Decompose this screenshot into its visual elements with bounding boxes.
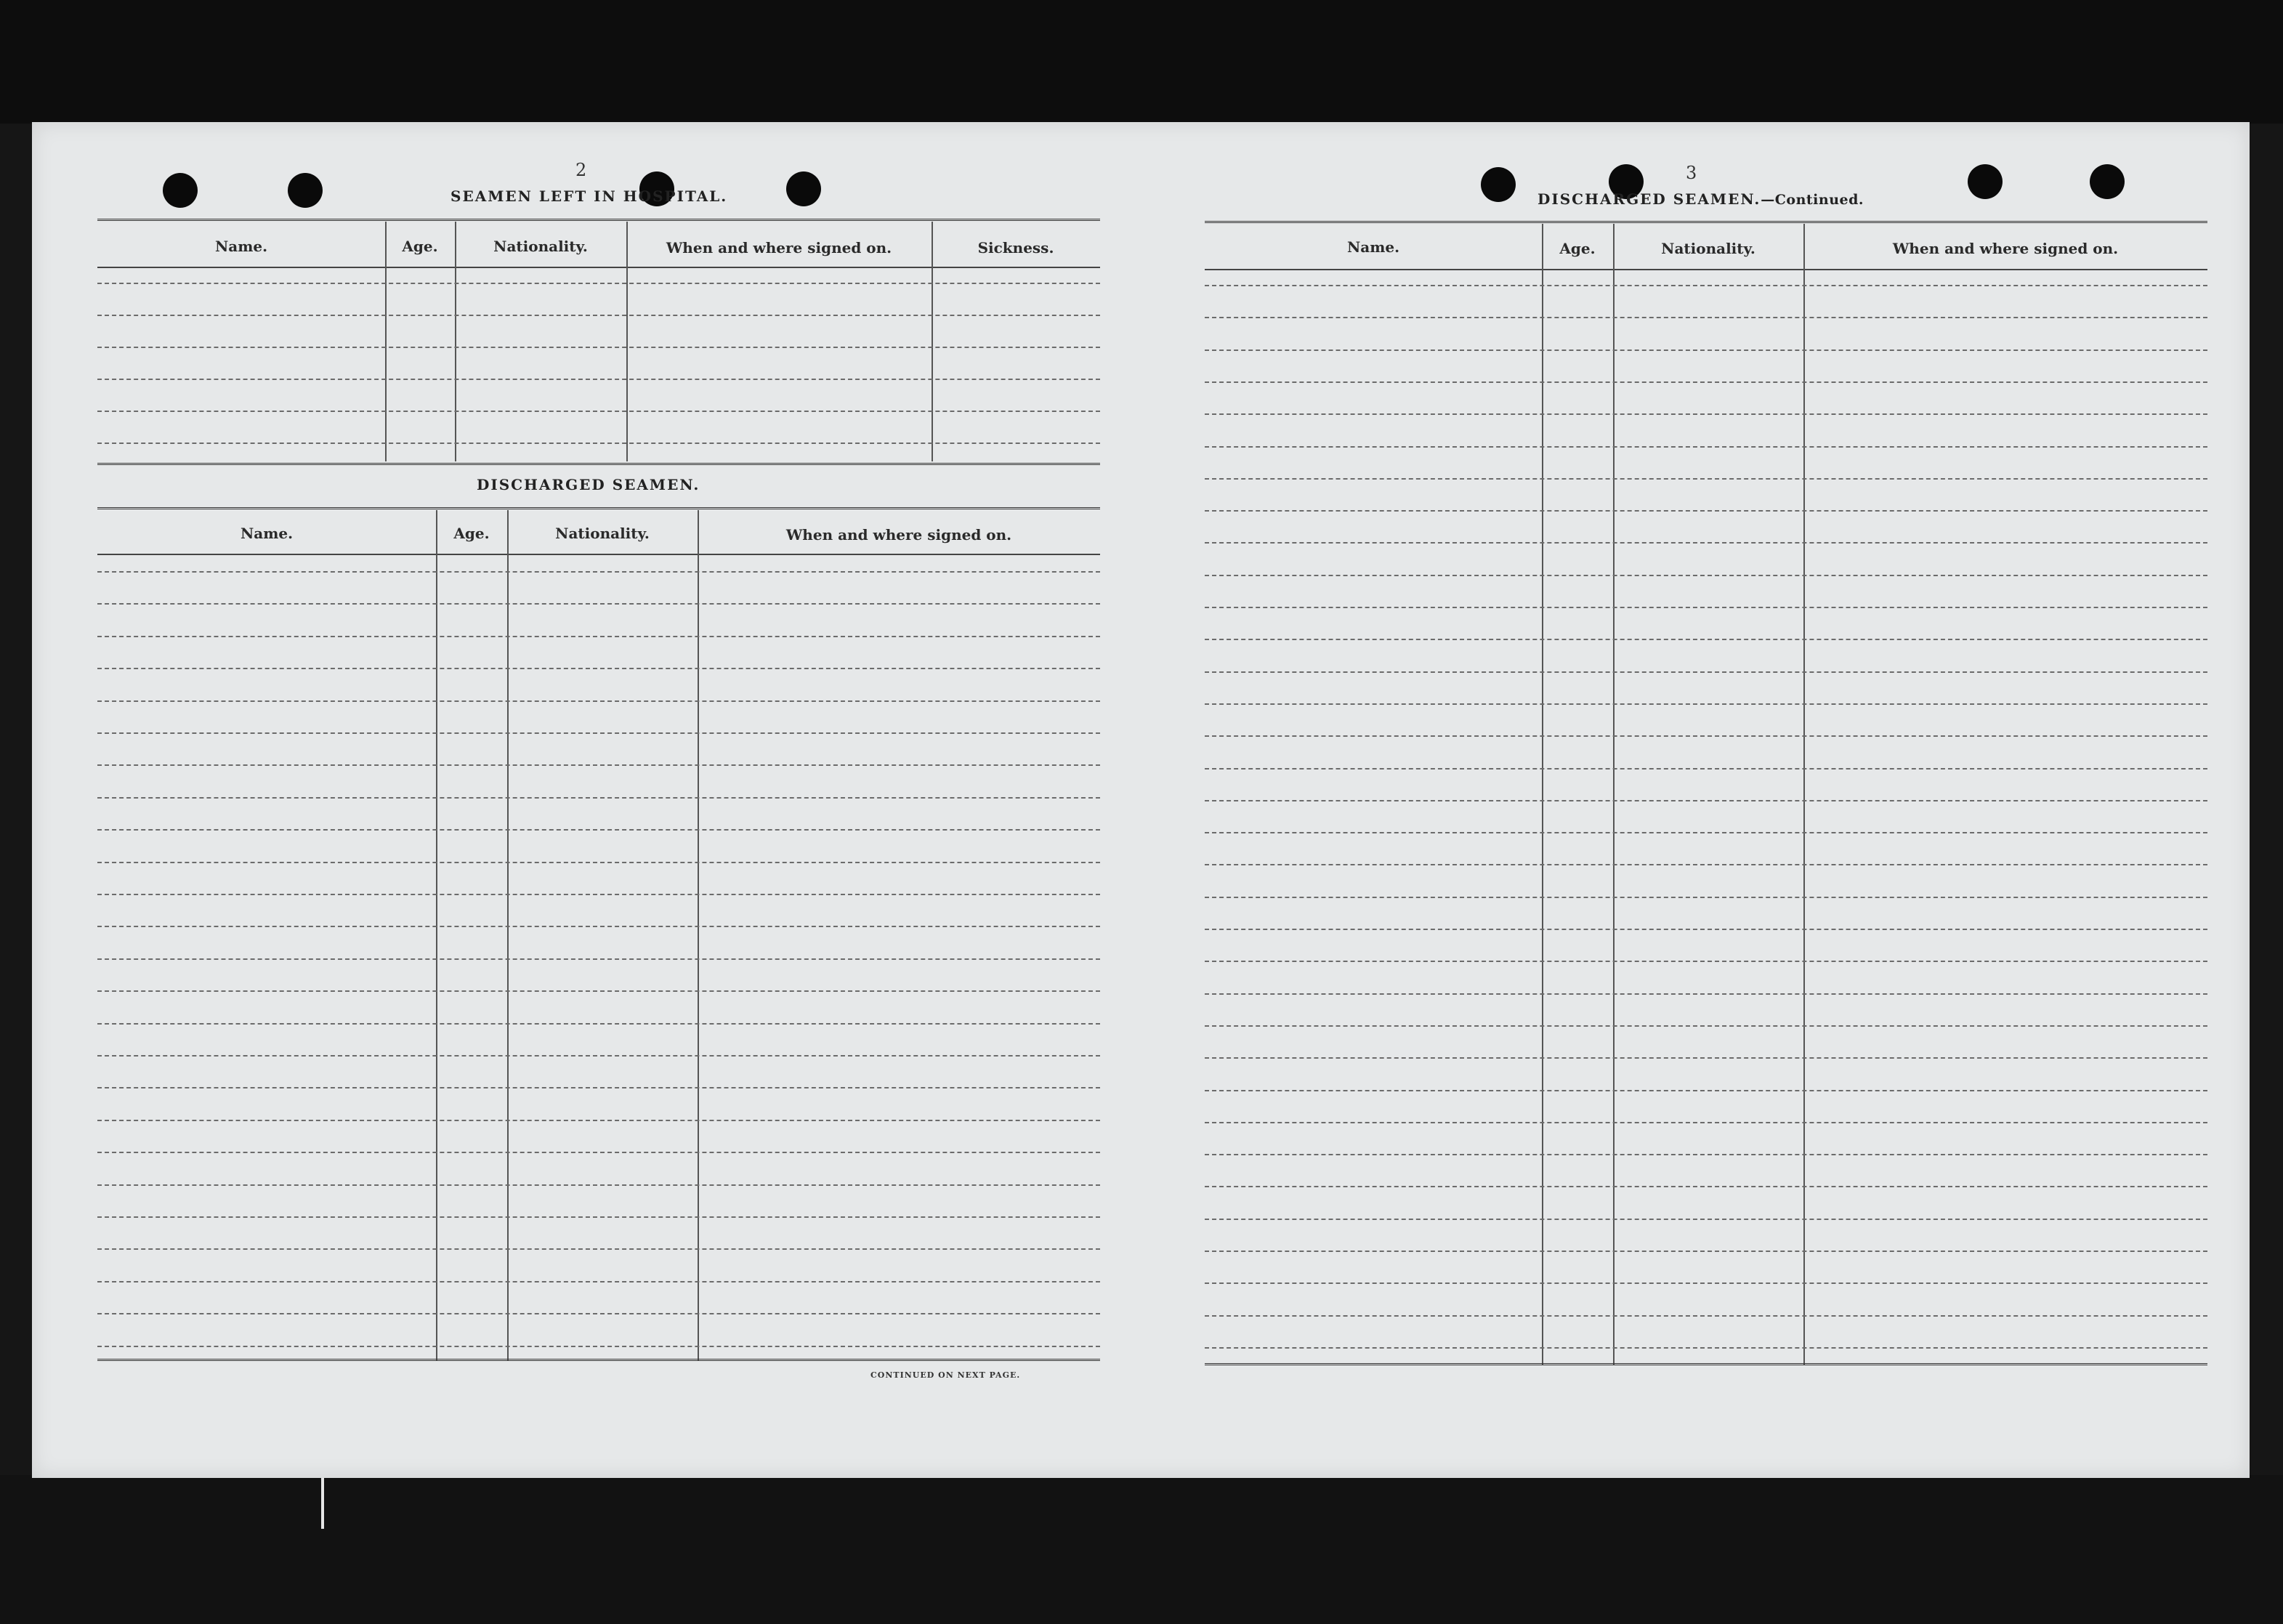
discharged-continued-table bbox=[1205, 221, 2207, 1369]
blank-row-line bbox=[97, 1281, 1100, 1282]
blank-row-line bbox=[97, 315, 1100, 316]
column-header-name: Name. bbox=[240, 525, 294, 542]
table-top-rule bbox=[97, 219, 1100, 224]
blank-row-line bbox=[1205, 446, 2207, 448]
blank-row-line bbox=[97, 283, 1100, 284]
column-header-nationality: Nationality. bbox=[1661, 240, 1755, 257]
header-rule bbox=[1205, 269, 2207, 270]
blank-row-line bbox=[97, 603, 1100, 605]
page-number-right: 3 bbox=[1686, 163, 1697, 183]
blank-row-line bbox=[97, 1023, 1100, 1025]
blank-row-line bbox=[1205, 929, 2207, 930]
punch-hole bbox=[1481, 167, 1516, 202]
blank-row-line bbox=[1205, 993, 2207, 995]
blank-row-line bbox=[97, 958, 1100, 960]
column-header-name: Name. bbox=[214, 238, 268, 255]
column-header-when-where: When and where signed on. bbox=[666, 239, 892, 256]
blank-row-line bbox=[1205, 510, 2207, 512]
column-divider bbox=[1613, 224, 1615, 1365]
column-divider bbox=[932, 222, 933, 461]
blank-row-line bbox=[97, 1055, 1100, 1057]
punch-hole bbox=[288, 173, 323, 208]
blank-row-line bbox=[1205, 413, 2207, 415]
blank-row-line bbox=[97, 1087, 1100, 1088]
blank-row-line bbox=[1205, 1219, 2207, 1220]
blank-row-line bbox=[1205, 639, 2207, 640]
punch-hole bbox=[786, 171, 821, 206]
blank-row-line bbox=[1205, 1347, 2207, 1349]
blank-row-line bbox=[97, 732, 1100, 734]
hospital-table bbox=[97, 219, 1100, 466]
discharged-section-title: DISCHARGED SEAMEN. bbox=[477, 476, 700, 493]
blank-row-line bbox=[1205, 285, 2207, 286]
blank-row-line bbox=[1205, 1122, 2207, 1123]
blank-row-line bbox=[97, 1346, 1100, 1347]
table-bottom-rule bbox=[97, 1359, 1100, 1364]
discharged-continued-suffix: —Continued. bbox=[1761, 192, 1864, 208]
blank-row-line bbox=[1205, 1282, 2207, 1284]
blank-row-line bbox=[97, 1216, 1100, 1218]
column-divider bbox=[1542, 224, 1543, 1365]
blank-row-line bbox=[97, 1313, 1100, 1314]
blank-row-line bbox=[97, 1152, 1100, 1153]
blank-row-line bbox=[1205, 800, 2207, 801]
blank-row-line bbox=[97, 764, 1100, 766]
blank-row-line bbox=[1205, 864, 2207, 865]
column-header-nationality: Nationality. bbox=[555, 525, 650, 542]
blank-row-line bbox=[1205, 478, 2207, 480]
blank-row-line bbox=[97, 443, 1100, 444]
column-divider bbox=[385, 222, 387, 461]
form-sheet bbox=[32, 122, 2250, 1478]
blank-row-line bbox=[97, 571, 1100, 573]
column-header-nationality: Nationality. bbox=[493, 238, 588, 255]
blank-row-line bbox=[97, 700, 1100, 702]
blank-row-line bbox=[1205, 317, 2207, 318]
column-header-name: Name. bbox=[1346, 238, 1400, 256]
blank-row-line bbox=[1205, 897, 2207, 898]
column-header-age: Age. bbox=[453, 525, 490, 542]
blank-row-line bbox=[97, 668, 1100, 669]
continued-note: CONTINUED ON NEXT PAGE. bbox=[870, 1370, 1021, 1380]
hospital-section-title: SEAMEN LEFT IN HOSPITAL. bbox=[450, 187, 728, 205]
punch-hole bbox=[1968, 164, 2003, 199]
blank-row-line bbox=[97, 1120, 1100, 1121]
column-divider bbox=[1803, 224, 1805, 1365]
table-bottom-rule bbox=[1205, 1363, 2207, 1368]
column-header-age: Age. bbox=[402, 238, 438, 255]
blank-row-line bbox=[97, 797, 1100, 799]
page-number-left: 2 bbox=[575, 160, 587, 180]
table-top-rule bbox=[1205, 221, 2207, 226]
scan-edge-mark bbox=[321, 1478, 324, 1529]
blank-row-line bbox=[97, 379, 1100, 380]
blank-row-line bbox=[1205, 575, 2207, 576]
header-rule bbox=[97, 267, 1100, 268]
column-header-sickness: Sickness. bbox=[977, 239, 1054, 256]
column-header-when-where: When and where signed on. bbox=[1892, 240, 2119, 257]
blank-row-line bbox=[1205, 832, 2207, 833]
scan-background-top bbox=[0, 0, 2283, 124]
blank-row-line bbox=[97, 926, 1100, 927]
blank-row-line bbox=[1205, 703, 2207, 705]
scan-background-bottom bbox=[0, 1475, 2283, 1624]
blank-row-line bbox=[1205, 961, 2207, 962]
blank-row-line bbox=[97, 636, 1100, 637]
blank-row-line bbox=[1205, 1251, 2207, 1252]
blank-row-line bbox=[1205, 671, 2207, 673]
blank-row-line bbox=[97, 411, 1100, 412]
blank-row-line bbox=[97, 829, 1100, 831]
blank-row-line bbox=[1205, 735, 2207, 737]
blank-row-line bbox=[1205, 350, 2207, 351]
header-rule bbox=[97, 554, 1100, 555]
blank-row-line bbox=[1205, 542, 2207, 544]
blank-row-line bbox=[97, 1184, 1100, 1186]
column-divider bbox=[455, 222, 456, 461]
blank-row-line bbox=[1205, 381, 2207, 383]
blank-row-line bbox=[97, 894, 1100, 895]
blank-row-line bbox=[97, 990, 1100, 992]
blank-row-line bbox=[1205, 1025, 2207, 1027]
blank-row-line bbox=[1205, 607, 2207, 608]
table-bottom-rule bbox=[97, 463, 1100, 468]
blank-row-line bbox=[1205, 1186, 2207, 1187]
column-header-age: Age. bbox=[1559, 240, 1596, 257]
blank-row-line bbox=[1205, 1154, 2207, 1155]
table-top-rule bbox=[97, 507, 1100, 512]
blank-row-line bbox=[1205, 1057, 2207, 1059]
discharged-table bbox=[97, 507, 1100, 1365]
punch-hole bbox=[2090, 164, 2125, 199]
punch-hole bbox=[163, 173, 198, 208]
blank-row-line bbox=[97, 1248, 1100, 1250]
column-divider bbox=[626, 222, 628, 461]
blank-row-line bbox=[97, 347, 1100, 348]
blank-row-line bbox=[1205, 768, 2207, 769]
column-header-when-where: When and where signed on. bbox=[785, 526, 1012, 544]
column-divider bbox=[698, 510, 699, 1360]
blank-row-line bbox=[97, 862, 1100, 863]
column-divider bbox=[507, 510, 509, 1360]
column-divider bbox=[436, 510, 437, 1360]
discharged-continued-title bbox=[1538, 190, 1864, 208]
blank-row-line bbox=[1205, 1090, 2207, 1091]
discharged-continued-title-main: DISCHARGED SEAMEN. bbox=[1538, 190, 1761, 208]
blank-row-line bbox=[1205, 1315, 2207, 1317]
